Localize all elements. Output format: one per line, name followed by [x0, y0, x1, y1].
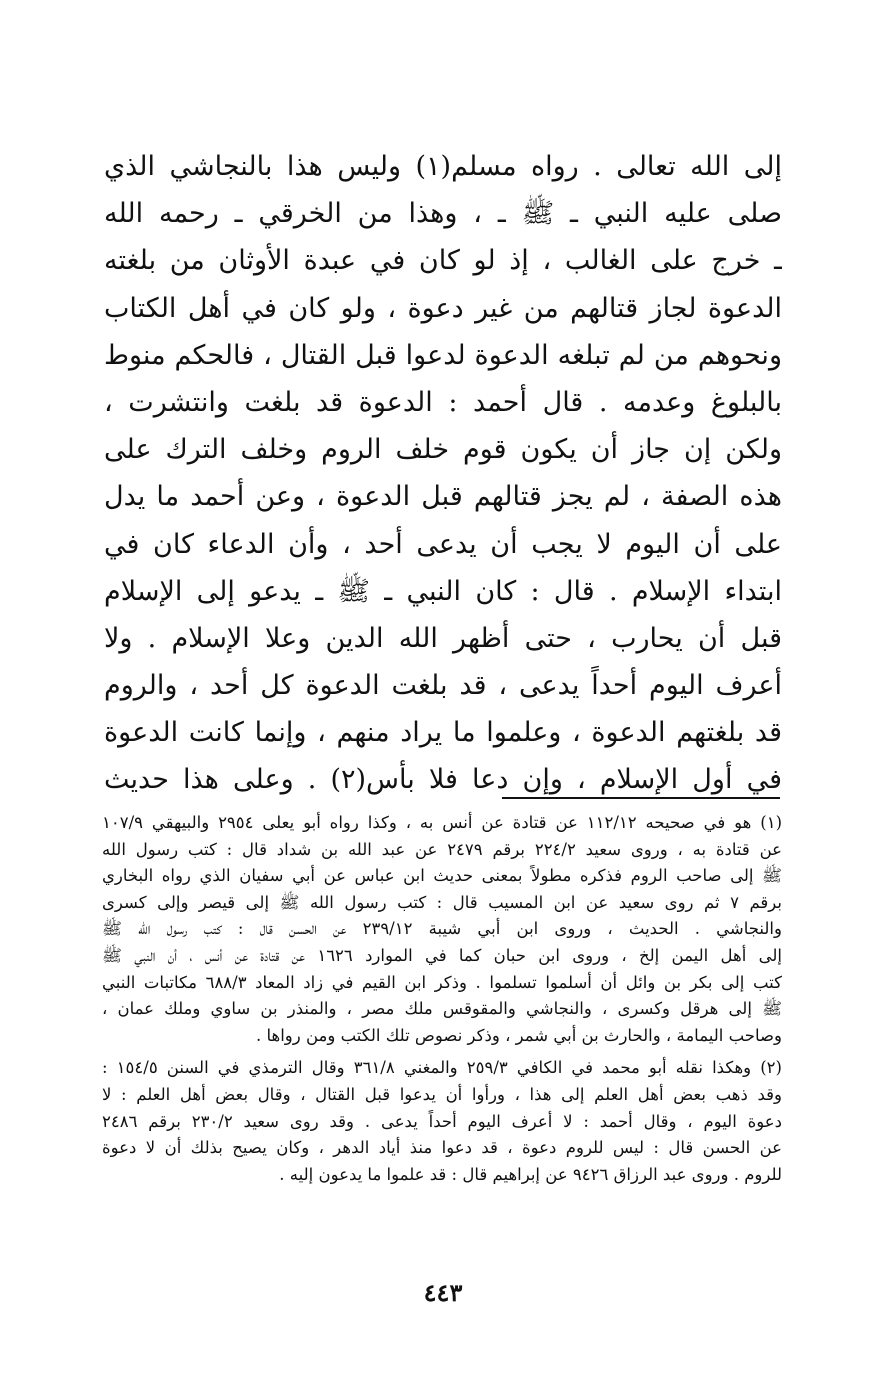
footnote-line: وصاحب اليمامة ، والحارث بن أبي شمر ، وذكر نصوص تلك الكتب ومن رواها . — [255, 1025, 782, 1045]
footnote-line: والنجاشي . الحديث ، وروى ابن أبي شيبة ٢٣٩/١٢ عن الحسن قال : كتب رسول الله ﷺ — [102, 919, 782, 939]
main-text-line: في أول الإسلام ، وإن دعا فلا بأس(٢) . وعلى هذا حديث — [104, 764, 782, 796]
page-number: ٤٤٣ — [423, 1278, 463, 1307]
main-text-line: على أن اليوم لا يجب أن يدعى أحد ، وأن الدعاء كان في — [104, 528, 782, 560]
main-text-line: ونحوهم من لم تبلغه الدعوة لدعوا قبل القتال ، فالحكم منوط — [104, 339, 782, 371]
main-text-line: ـ خرج على الغالب ، إذ لو كان في عبدة الأوثان من بلغته — [104, 245, 782, 277]
footnote-line: عن قتادة به ، وروى سعيد ٢٢٤/٢ برقم ٢٤٧٩ عن عبد الله بن شداد قال : كتب رسول الله — [102, 839, 782, 859]
footnote-line: عن الحسن قال : ليس للروم دعوة ، قد دعوا منذ أياد الدهر ، وكان يصيح بذلك أن لا دعوة — [102, 1138, 782, 1158]
footnote-line: للروم . وروى عبد الرزاق ٩٤٢٦ عن إبراهيم قال : قد علموا ما يدعون إليه . — [279, 1164, 782, 1184]
main-text-line: هذه الصفة ، لم يجز قتالهم قبل الدعوة ، وعن أحمد ما يدل — [104, 481, 782, 513]
main-text-line: ابتداء الإسلام . قال : كان النبي ـ ﷺ ـ يدعو إلى الإسلام — [104, 575, 782, 607]
main-text-line: الدعوة لجاز قتالهم من غير دعوة ، ولو كان في أهل الكتاب — [104, 292, 782, 324]
footnotes — [102, 810, 782, 1188]
main-text-line: أعرف اليوم أحداً يدعى ، قد بلغت الدعوة كل أحد ، والروم — [104, 670, 782, 702]
main-text-body — [104, 143, 782, 804]
footnote-line: (٢) وهكذا نقله أبو محمد في الكافي ٢٥٩/٣ والمغني ٣٦١/٨ وقال الترمذي في السنن ١٥٤/٥ : — [102, 1058, 782, 1078]
main-text-line: قبل أن يحارب ، حتى أظهر الله الدين وعلا الإسلام . ولا — [104, 622, 782, 654]
footnote-divider — [502, 797, 780, 799]
main-text-line: إلى الله تعالى . رواه مسلم(١) وليس هذا بالنجاشي الذي — [104, 151, 782, 182]
footnote-1 — [102, 810, 782, 1049]
main-text-line: ولكن إن جاز أن يكون قوم خلف الروم وخلف الترك على — [104, 434, 782, 466]
footnote-line: ﷺ إلى صاحب الروم فذكره مطولاً بمعنى حديث ابن عباس عن أبي سفيان الذي رواه البخاري — [102, 866, 782, 886]
footnote-line: كتب إلى بكر بن وائل أن أسلموا تسلموا . وذكر ابن القيم في زاد المعاد ٦٨٨/٣ مكاتبات النبي — [102, 972, 782, 992]
footnote-line: إلى أهل اليمن إلخ ، وروى ابن حبان كما في الموارد ١٦٢٦ عن قتادة عن أنس ، أن النبي ﷺ — [102, 945, 782, 965]
main-text-line: بالبلوغ وعدمه . قال أحمد : الدعوة قد بلغت وانتشرت ، — [104, 386, 782, 418]
footnote-line: دعوة اليوم ، وقال أحمد : لا أعرف اليوم أحداً يدعى . وقد روى سعيد ٢٣٠/٢ برقم ٢٤٨٦ — [102, 1111, 782, 1131]
footnote-line: برقم ٧ ثم روى سعيد عن ابن المسيب قال : كتب رسول الله ﷺ إلى قيصر وإلى كسرى — [102, 892, 782, 912]
footnote-line: (١) هو في صحيحه ١١٢/١٢ عن قتادة عن أنس به ، وكذا رواه أبو يعلى ٢٩٥٤ والبيهقي ١٠٧/٩ — [102, 813, 782, 832]
footnote-line: وقد ذهب بعض أهل العلم إلى هذا ، ورأوا أن يدعوا قبل القتال ، وقال بعض أهل العلم : لا — [102, 1084, 782, 1104]
main-text-line: صلى عليه النبي ـ ﷺ ـ ، وهذا من الخرقي ـ رحمه الله — [104, 198, 782, 230]
footnote-2 — [102, 1055, 782, 1188]
footnote-line: ﷺ إلى هرقل وكسرى ، والنجاشي والمقوقس ملك مصر ، والمنذر بن ساوي وملك عمان ، — [102, 999, 782, 1019]
main-text-line: قد بلغتهم الدعوة ، وعلموا ما يراد منهم ، وإنما كانت الدعوة — [104, 717, 782, 749]
